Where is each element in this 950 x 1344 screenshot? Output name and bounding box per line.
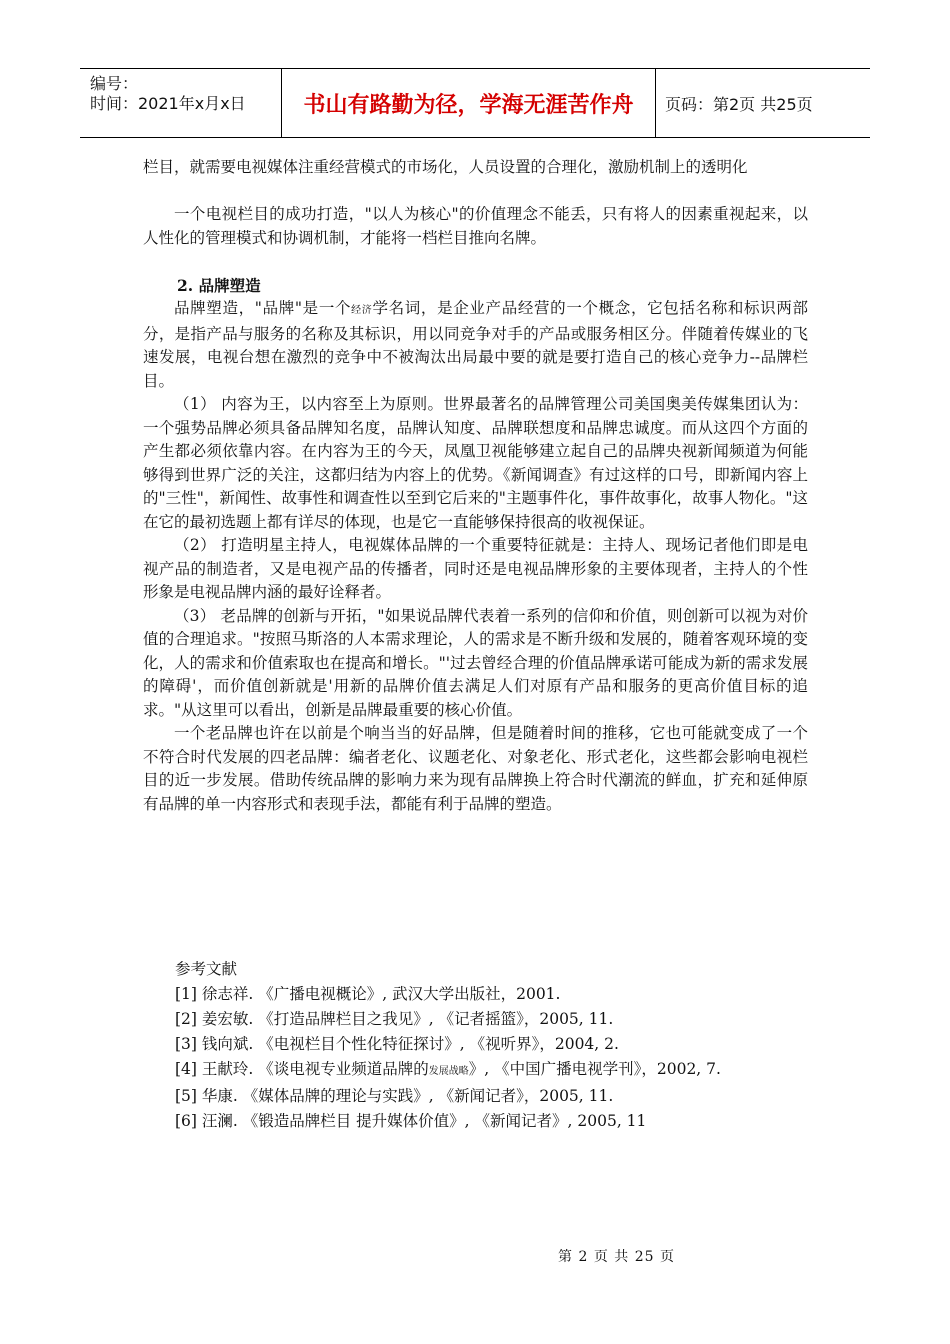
paragraph-3 [143, 297, 808, 393]
reference-4-part-a: [4] 王献玲. 《谈电视专业频道品牌的 [175, 1060, 429, 1078]
paragraph-7: 一个老品牌也许在以前是个响当当的好品牌，但是随着时间的推移，它也可能就变成了一个不符合时代发展的四老品牌：编者老化、议题老化、对象老化、形式老化，这些都会影响电视栏目的近一步发展。借助传统品牌的影响力来为现有品牌换上符合时代潮流的鲜血，扩充和延伸原有品牌的单一内容形式和表现手法，都能有利于品牌的塑造。 [143, 724, 808, 813]
references [175, 957, 721, 1134]
paragraph-3-part-a: 品牌塑造，"品牌"是一个 [174, 299, 352, 317]
page-footer: 第 2 页 共 25 页 [558, 1249, 675, 1265]
header-motto: 书山有路勤为径，学海无涯苦作舟 [303, 92, 634, 118]
header-meta [80, 69, 281, 137]
reference-item: [2] 姜宏敏. 《打造品牌栏目之我见》, 《记者摇篮》，2005, 11. [175, 1010, 614, 1028]
reference-item: [3] 钱向斌. 《电视栏目个性化特征探讨》, 《视听界》，2004, 2. [175, 1035, 619, 1053]
references-title: 参考文献 [175, 960, 238, 978]
reference-4-part-b: 》, 《中国广播电视学刊》，2002, 7. [468, 1060, 721, 1078]
header-page-number: 页码：第2页 共25页 [665, 94, 813, 114]
paragraph-1: 栏目，就需要电视媒体注重经营模式的市场化，人员设置的合理化，激励机制上的透明化 [143, 158, 748, 176]
document-date-label: 时间：2021年x月x日 [90, 94, 246, 113]
link-development-strategy[interactable]: 发展战略 [428, 1066, 469, 1077]
reference-item [175, 1057, 721, 1084]
document-number-label: 编号： [90, 74, 139, 93]
link-economics[interactable]: 经济 [351, 305, 373, 316]
body-content [143, 156, 808, 816]
header-motto-cell [281, 69, 656, 137]
paragraph-6: （3） 老品牌的创新与开拓，"如果说品牌代表着一系列的信仰和价值，则创新可以视为对价值的合理追求。"按照马斯洛的人本需求理论，人的需求是不断升级和发展的，随着客观环境的变化，人的需求和价值索取也在提高和增长。"'过去曾经合理的价值品牌承诺可能成为新的需求发展的障碍'，而价值创新就是'用新的品牌价值去满足人们对原有产品和服务的更高价值目标的追求。"从这里可以看出，创新是品牌最重要的核心价值。 [143, 606, 808, 719]
paragraph-4: （1） 内容为王，以内容至上为原则。世界最著名的品牌管理公司美国奥美传媒集团认为：一个强势品牌必须具备品牌知名度，品牌认知度、品牌联想度和品牌忠诚度。而从这四个方面的产生都必须依靠内容。在内容为王的今天，凤凰卫视能够建立起自己的品牌央视新闻频道为何能够得到世界广泛的关注，这都归结为内容上的优势。《新闻调查》有过这样的口号，即新闻内容上的"三性"，新闻性、故事性和调查性以至到它后来的"主题事件化，事件故事化，故事人物化。"这在它的最初选题上都有详尽的体现，也是它一直能够保持很高的收视保证。 [143, 395, 808, 531]
reference-item: [1] 徐志祥. 《广播电视概论》, 武汉大学出版社，2001. [175, 985, 561, 1003]
paragraph-3-part-b: 学名词，是企业产品经营的一个概念，它包括名称和标识两部分，是指产品与服务的名称及其标识，用以同竞争对手的产品或服务相区分。伴随着传媒业的飞速发展，电视台想在激烈的竞争中不被淘汰出局最中要的就是要打造自己的核心竞争力--品牌栏目。 [143, 299, 808, 390]
page-header [80, 68, 870, 138]
reference-item: [6] 汪澜. 《锻造品牌栏目 提升媒体价值》, 《新闻记者》, 2005, 11 [175, 1112, 647, 1130]
paragraph-5: （2） 打造明星主持人，电视媒体品牌的一个重要特征就是：主持人、现场记者他们即是电视产品的制造者，又是电视产品的传播者，同时还是电视品牌形象的主要体现者，主持人的个性形象是电视品牌内涵的最好诠释者。 [143, 536, 808, 601]
reference-item: [5] 华康. 《媒体品牌的理论与实践》, 《新闻记者》，2005, 11. [175, 1087, 614, 1105]
paragraph-2: 一个电视栏目的成功打造，"以人为核心"的价值理念不能丢，只有将人的因素重视起来，以人性化的管理模式和协调机制，才能将一档栏目推向名牌。 [143, 205, 808, 247]
section-heading: 2. 品牌塑造 [177, 275, 261, 295]
